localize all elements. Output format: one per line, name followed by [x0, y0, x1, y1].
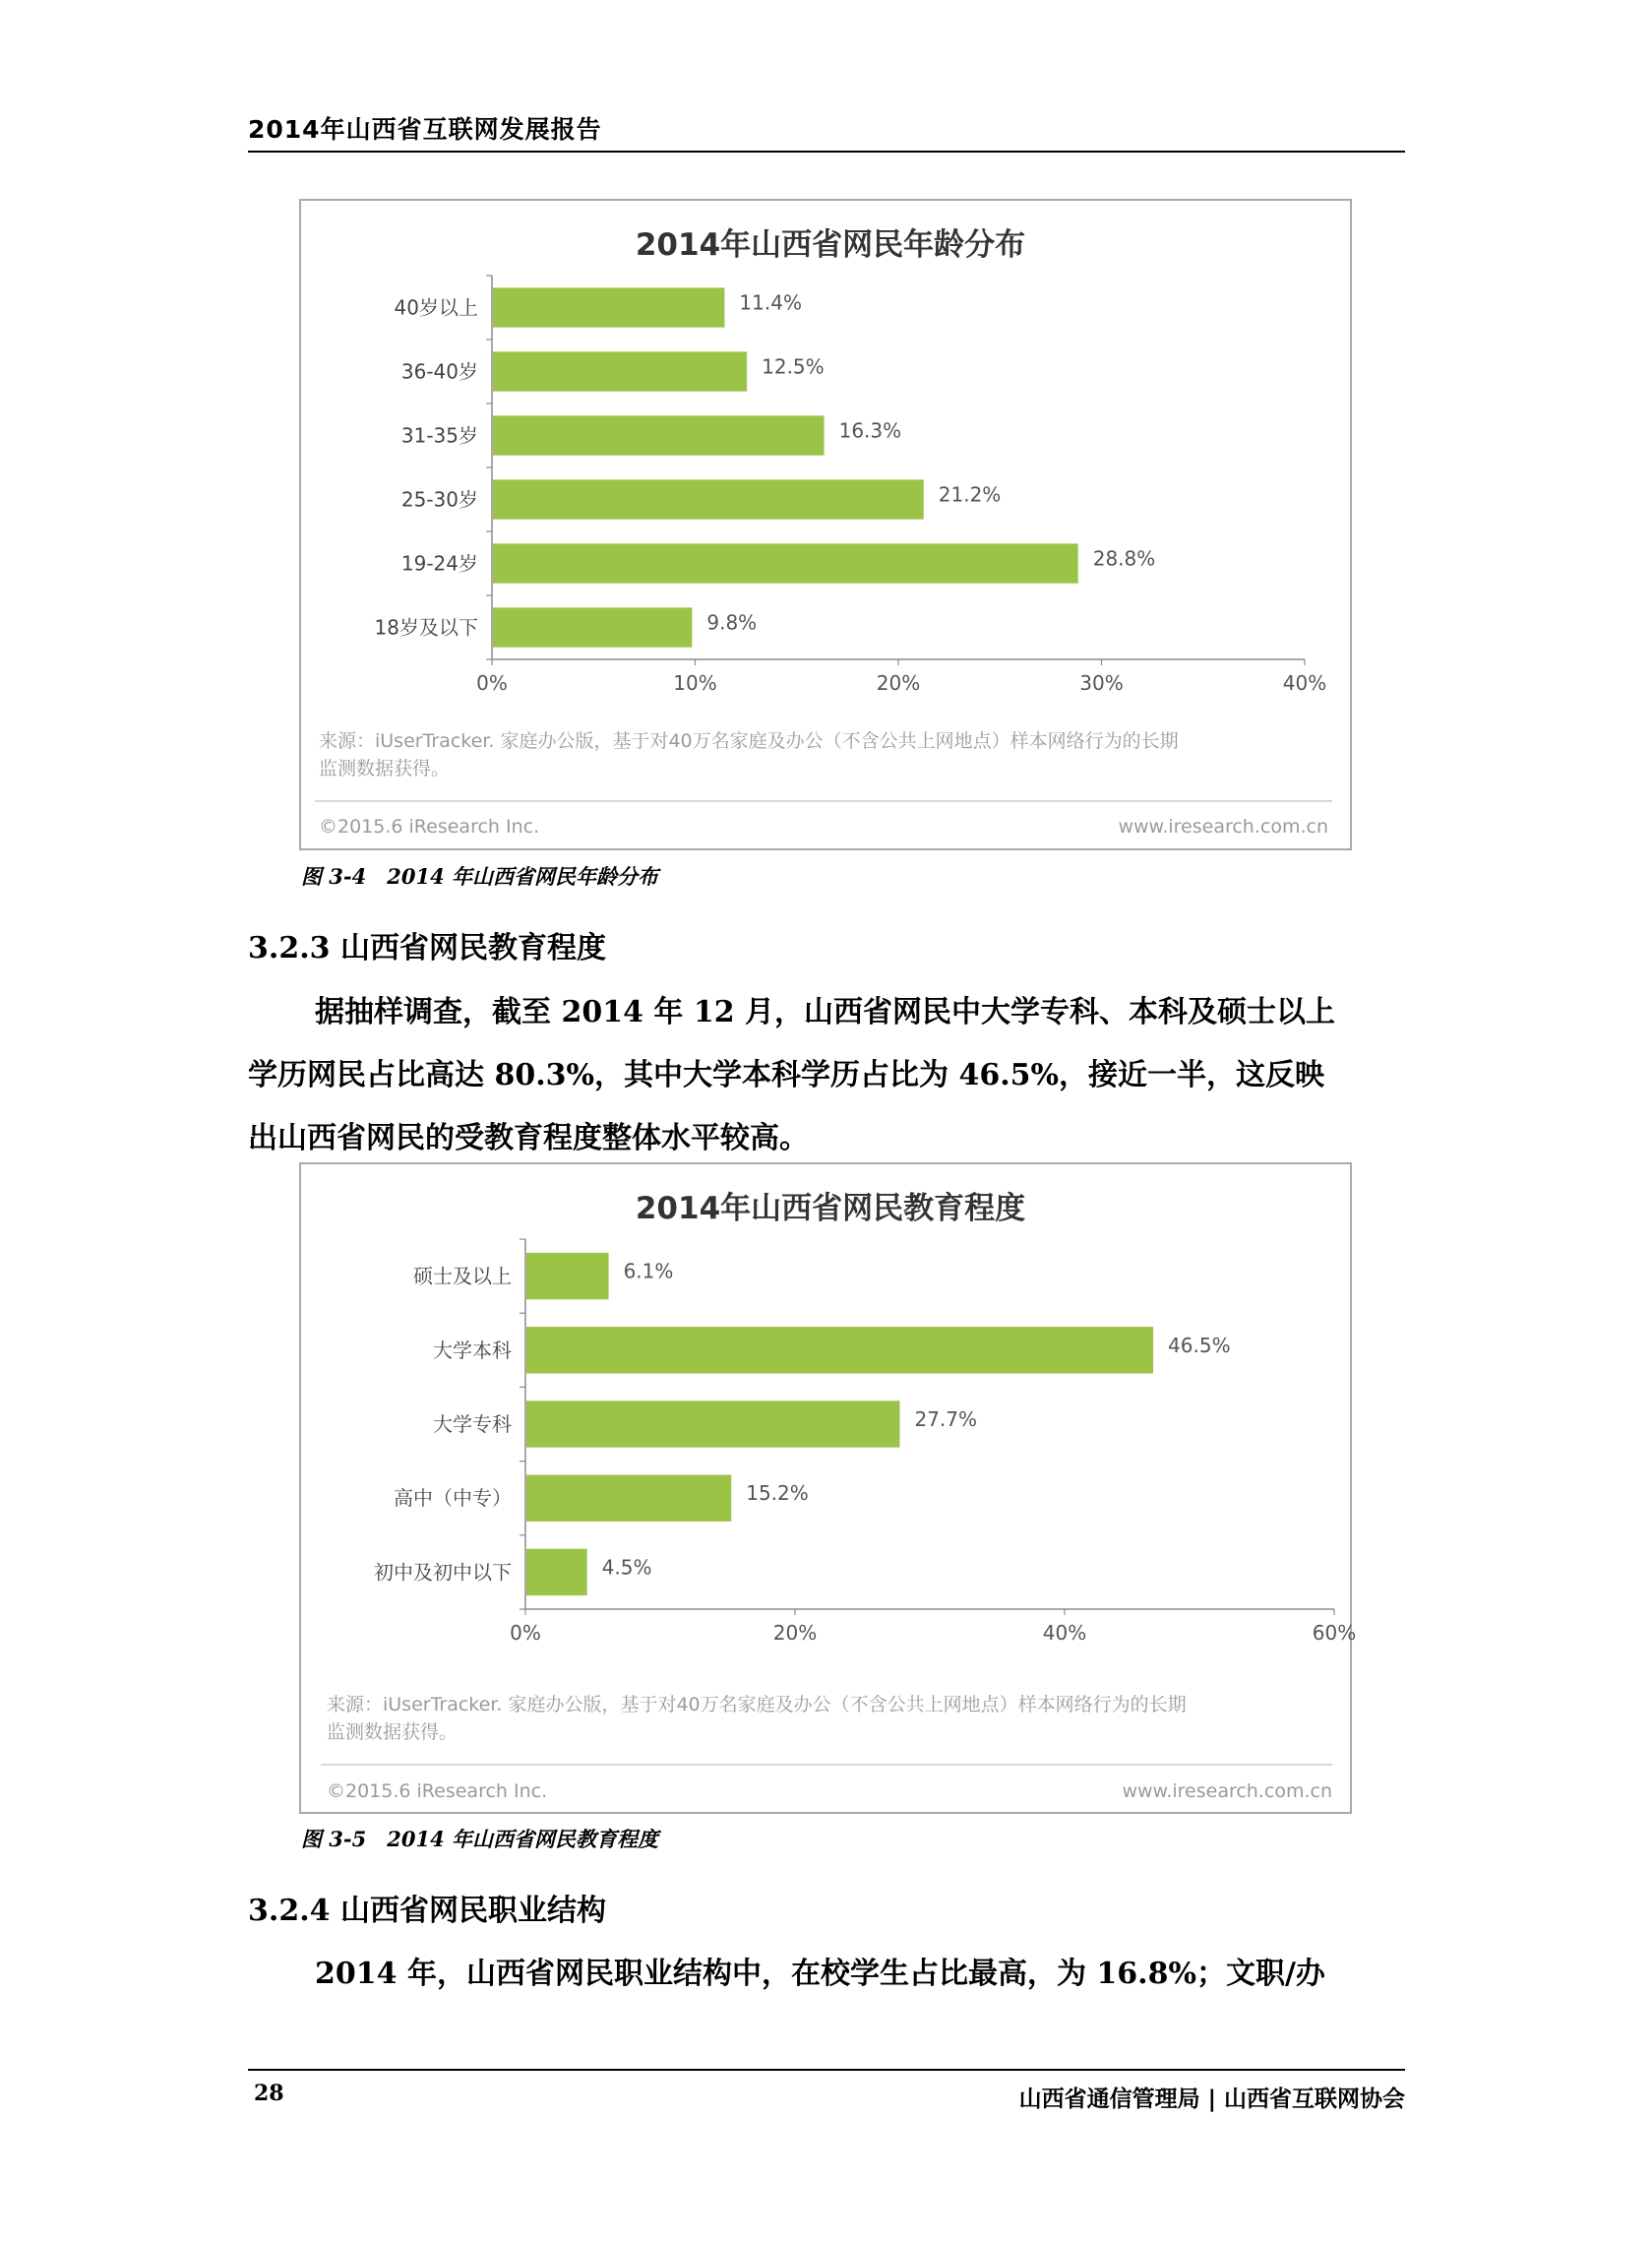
- chart-plot-area: [374, 1239, 1356, 1645]
- x-tick-label: 0%: [476, 671, 508, 695]
- header-rule: [248, 151, 1405, 153]
- category-label: 大学本科: [433, 1338, 512, 1362]
- x-tick-label: 30%: [1079, 671, 1124, 695]
- chart-copyright: ©2015.6 iResearch Inc.: [319, 816, 540, 838]
- chart-plot-area: [375, 276, 1327, 695]
- chart-website: www.iresearch.com.cn: [1118, 816, 1328, 838]
- bar: [526, 1475, 731, 1522]
- x-tick-label: 10%: [673, 671, 717, 695]
- bar: [493, 543, 1078, 583]
- bar: [526, 1327, 1153, 1373]
- category-label: 大学专科: [433, 1412, 512, 1436]
- chart-source-line: 来源：iUserTracker. 家庭办公版，基于对40万名家庭及办公（不含公共上网地点）样本网络行为的长期: [327, 1694, 1187, 1715]
- bar: [493, 287, 724, 327]
- x-tick-label: 0%: [510, 1621, 541, 1645]
- bar: [493, 607, 692, 647]
- x-tick-label: 40%: [1042, 1621, 1087, 1645]
- age-distribution-chart: [299, 199, 1352, 850]
- value-label: 6.1%: [623, 1259, 674, 1283]
- bar: [526, 1253, 609, 1299]
- category-label: 18岁及以下: [374, 615, 478, 640]
- figure-caption: 图 3-4 2014 年山西省网民年龄分布: [301, 864, 659, 889]
- paragraph-line: 2014 年，山西省网民职业结构中，在校学生占比最高，为 16.8%；文职/办: [315, 1957, 1325, 1991]
- value-label: 16.3%: [838, 418, 902, 443]
- education-chart: [299, 1162, 1357, 1814]
- section-heading: 3.2.3 山西省网民教育程度: [248, 931, 606, 965]
- figure-caption: 图 3-5 2014 年山西省网民教育程度: [301, 1827, 659, 1851]
- category-label: 36-40岁: [400, 359, 478, 384]
- chart-website: www.iresearch.com.cn: [1122, 1780, 1332, 1802]
- value-label: 4.5%: [601, 1555, 652, 1580]
- value-label: 11.4%: [739, 290, 802, 315]
- value-label: 27.7%: [914, 1407, 978, 1431]
- value-label: 21.2%: [938, 482, 1002, 507]
- chart-title: 2014年山西省网民教育程度: [635, 1191, 1026, 1226]
- category-label: 40岁以上: [394, 295, 478, 320]
- page-number: 28: [254, 2081, 284, 2106]
- x-tick-label: 60%: [1312, 1621, 1357, 1645]
- page-header-title: 2014年山西省互联网发展报告: [248, 115, 602, 144]
- chart-source-line: 监测数据获得。: [319, 758, 451, 779]
- value-label: 15.2%: [746, 1481, 809, 1506]
- category-label: 硕士及以上: [413, 1264, 512, 1288]
- x-tick-label: 20%: [876, 671, 921, 695]
- category-label: 高中（中专）: [394, 1486, 512, 1511]
- paragraph-line: 学历网民占比高达 80.3%，其中大学本科学历占比为 46.5%，接近一半，这反映: [248, 1058, 1325, 1092]
- category-label: 19-24岁: [400, 551, 478, 576]
- age-chart-svg: [301, 201, 1350, 848]
- education-chart-svg: [301, 1164, 1357, 1812]
- footer-organizations: 山西省通信管理局 | 山西省互联网协会: [1018, 2086, 1405, 2112]
- x-tick-label: 20%: [772, 1621, 818, 1645]
- category-label: 25-30岁: [400, 487, 478, 512]
- bar: [526, 1401, 899, 1447]
- value-label: 28.8%: [1092, 546, 1156, 571]
- paragraph-line: 据抽样调查，截至 2014 年 12 月，山西省网民中大学专科、本科及硕士以上: [315, 995, 1336, 1029]
- paragraph-line: 出山西省网民的受教育程度整体水平较高。: [248, 1121, 809, 1155]
- category-label: 31-35岁: [400, 423, 478, 448]
- chart-copyright: ©2015.6 iResearch Inc.: [327, 1780, 548, 1802]
- bar: [493, 351, 747, 391]
- bar: [526, 1549, 587, 1595]
- category-label: 初中及初中以下: [374, 1560, 512, 1585]
- value-label: 9.8%: [706, 610, 758, 635]
- footer-rule: [248, 2069, 1405, 2071]
- value-label: 46.5%: [1168, 1333, 1231, 1357]
- section-heading: 3.2.4 山西省网民职业结构: [248, 1894, 606, 1928]
- value-label: 12.5%: [762, 354, 825, 379]
- chart-source-line: 来源：iUserTracker. 家庭办公版，基于对40万名家庭及办公（不含公共上网地点）样本网络行为的长期: [319, 730, 1179, 752]
- chart-title: 2014年山西省网民年龄分布: [635, 227, 1026, 263]
- bar: [493, 479, 924, 519]
- bar: [493, 415, 825, 455]
- chart-source-line: 监测数据获得。: [327, 1721, 459, 1743]
- x-tick-label: 40%: [1282, 671, 1327, 695]
